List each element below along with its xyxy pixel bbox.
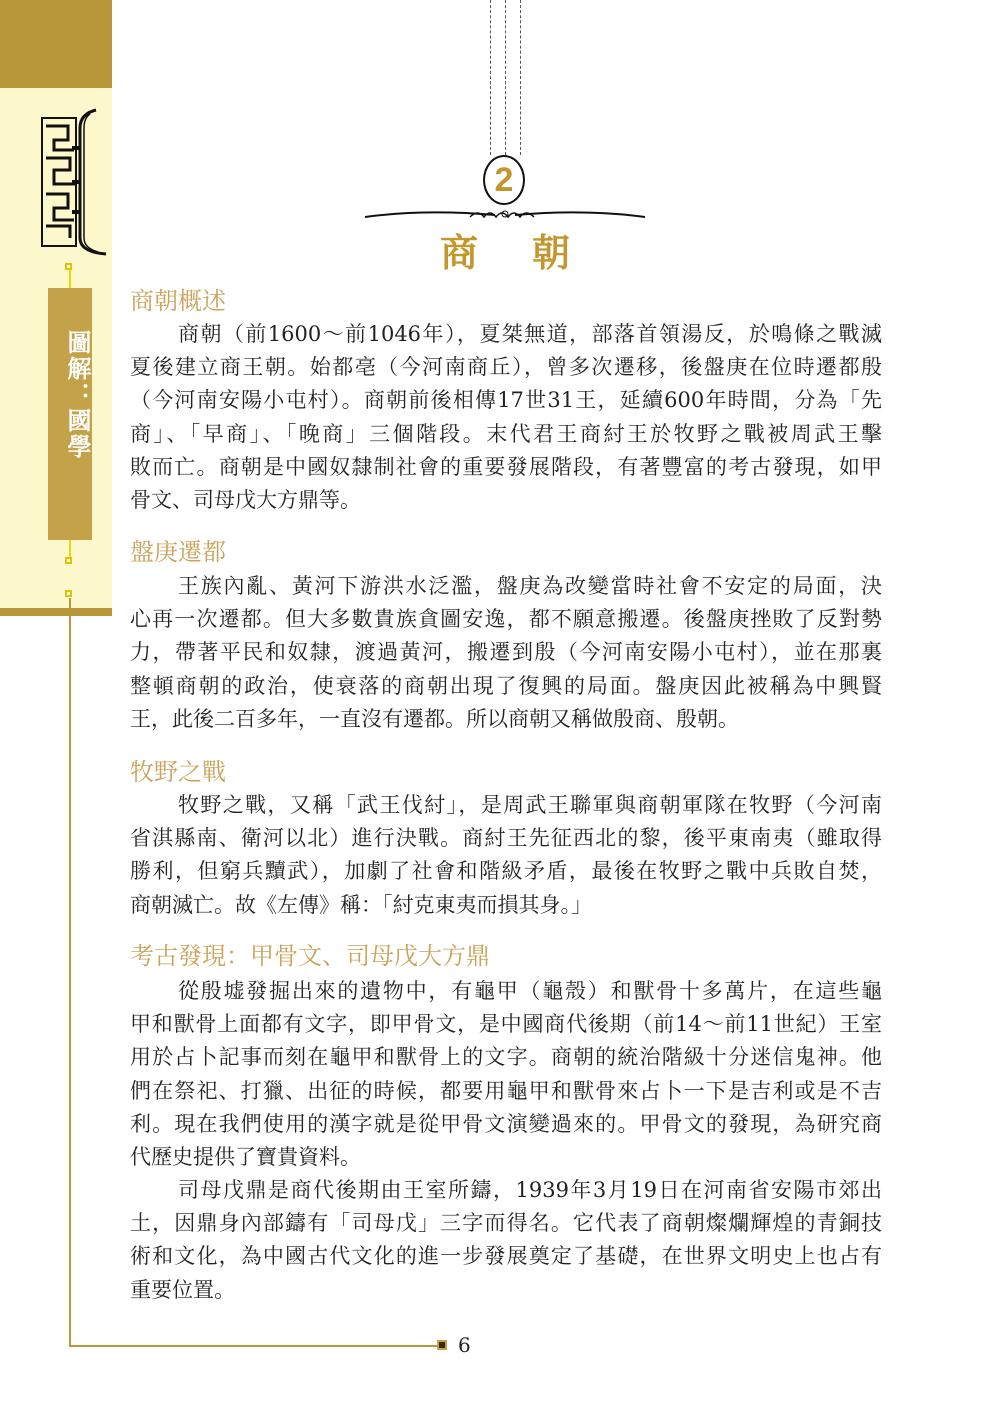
- text-line: 敗而亡。商朝是中國奴隸制社會的重要發展階段，有著豐富的考古發現，如甲: [130, 454, 882, 479]
- section-heading: 牧野之戰: [130, 758, 226, 786]
- paragraph: [130, 975, 882, 1174]
- text-line: 力，帶著平民和奴隸，渡過黃河，搬遷到殷（今河南安陽小屯村），並在那裏: [130, 640, 882, 665]
- text-line: 術和文化，為中國古代文化的進一步發展奠定了基礎，在世界文明史上也占有: [130, 1244, 882, 1269]
- text-line: 夏後建立商王朝。始都亳（今河南商丘），曾多次遷移，後盤庚在位時遷都殷: [130, 355, 882, 380]
- paragraph: [130, 789, 882, 922]
- text-line: 商朝滅亡。故《左傳》稱：「紂克東夷而損其身。」: [130, 892, 592, 917]
- page-border-line: [69, 598, 71, 1346]
- chapter-number-badge: 2: [483, 155, 525, 205]
- page-marker-square-icon: [437, 1340, 447, 1350]
- paragraph: [130, 1174, 882, 1307]
- text-line: 土，因鼎身內部鑄有「司母戊」三字而得名。它代表了商朝燦爛輝煌的青銅技: [130, 1211, 882, 1236]
- text-line: 整頓商朝的政治，使衰落的商朝出現了復興的局面。盤庚因此被稱為中興賢: [130, 673, 882, 698]
- connector-square-icon: [65, 263, 72, 270]
- text-line: 甲和獸骨上面都有文字，即甲骨文，是中國商代後期（前14～前11世紀）王室: [130, 1012, 882, 1037]
- hanging-dotted-line: [520, 0, 521, 155]
- sidebar-connector-line: [69, 268, 71, 288]
- paragraph: [130, 570, 882, 736]
- flourish-divider-icon: [365, 205, 645, 229]
- bronze-pattern-ornament-icon: [36, 108, 108, 256]
- sidebar-top-band: [0, 0, 112, 88]
- text-line: 商朝（前1600～前1046年），夏桀無道，部落首領湯反，於鳴條之戰滅: [178, 322, 882, 346]
- sidebar-book-title: 圖解：國學: [63, 330, 92, 460]
- text-line: 心再一次遷都。但大多數貴族貪圖安逸，都不願意搬遷。後盤庚挫敗了反對勢: [130, 607, 882, 632]
- chapter-title: [440, 232, 570, 276]
- text-line: 王，此後二百多年，一直沒有遷都。所以商朝又稱做殷商、殷朝。: [130, 706, 739, 731]
- section-heading: 考古發現：甲骨文、司母戊大方鼎: [130, 942, 490, 970]
- hanging-dotted-line: [505, 0, 506, 155]
- text-line: 骨文、司母戊大方鼎等。: [130, 488, 361, 513]
- page-number: 6: [458, 1333, 471, 1357]
- paragraph: [130, 318, 882, 517]
- section-heading: 盤庚遷都: [130, 538, 226, 566]
- text-line: （今河南安陽小屯村）。商朝前後相傳17世31王，延續600年時間，分為「先: [130, 388, 882, 413]
- text-line: 商」、「早商」、「晚商」三個階段。末代君王商紂王於牧野之戰被周武王擊: [130, 421, 882, 446]
- text-line: 用於占卜記事而刻在龜甲和獸骨上的文字。商朝的統治階級十分迷信鬼神。他: [130, 1045, 882, 1070]
- text-line: 代歷史提供了寶貴資料。: [130, 1145, 361, 1170]
- hanging-dotted-line: [490, 0, 491, 155]
- text-line: 牧野之戰，又稱「武王伐紂」，是周武王聯軍與商朝軍隊在牧野（今河南: [178, 793, 882, 817]
- chapter-title-char: 商: [440, 233, 479, 275]
- connector-square-icon: [65, 557, 72, 564]
- chapter-title-char: 朝: [531, 233, 570, 275]
- text-line: 利。現在我們使用的漢字就是從甲骨文演變過來的。甲骨文的發現，為研究商: [130, 1111, 882, 1136]
- text-line: 們在祭祀、打獵、出征的時候，都要用龜甲和獸骨來占卜一下是吉利或是不吉: [130, 1078, 882, 1103]
- connector-square-icon: [65, 590, 72, 597]
- text-line: 司母戊鼎是商代後期由王室所鑄，1939年3月19日在河南省安陽市郊出: [178, 1178, 882, 1202]
- footer-rule: [69, 1345, 439, 1347]
- text-line: 從殷墟發掘出來的遺物中，有龜甲（龜殼）和獸骨十多萬片，在這些龜: [178, 979, 882, 1003]
- text-line: 重要位置。: [130, 1277, 235, 1302]
- sidebar-bottom-strip: [0, 608, 112, 616]
- text-line: 省淇縣南、衛河以北）進行決戰。商紂王先征西北的黎，後平東南夷（雖取得: [130, 826, 882, 851]
- text-line: 王族內亂、黃河下游洪水泛濫，盤庚為改變當時社會不安定的局面，決: [178, 574, 882, 598]
- section-heading: 商朝概述: [130, 287, 226, 315]
- text-line: 勝利，但窮兵黷武），加劇了社會和階級矛盾，最後在牧野之戰中兵敗自焚，: [130, 859, 882, 884]
